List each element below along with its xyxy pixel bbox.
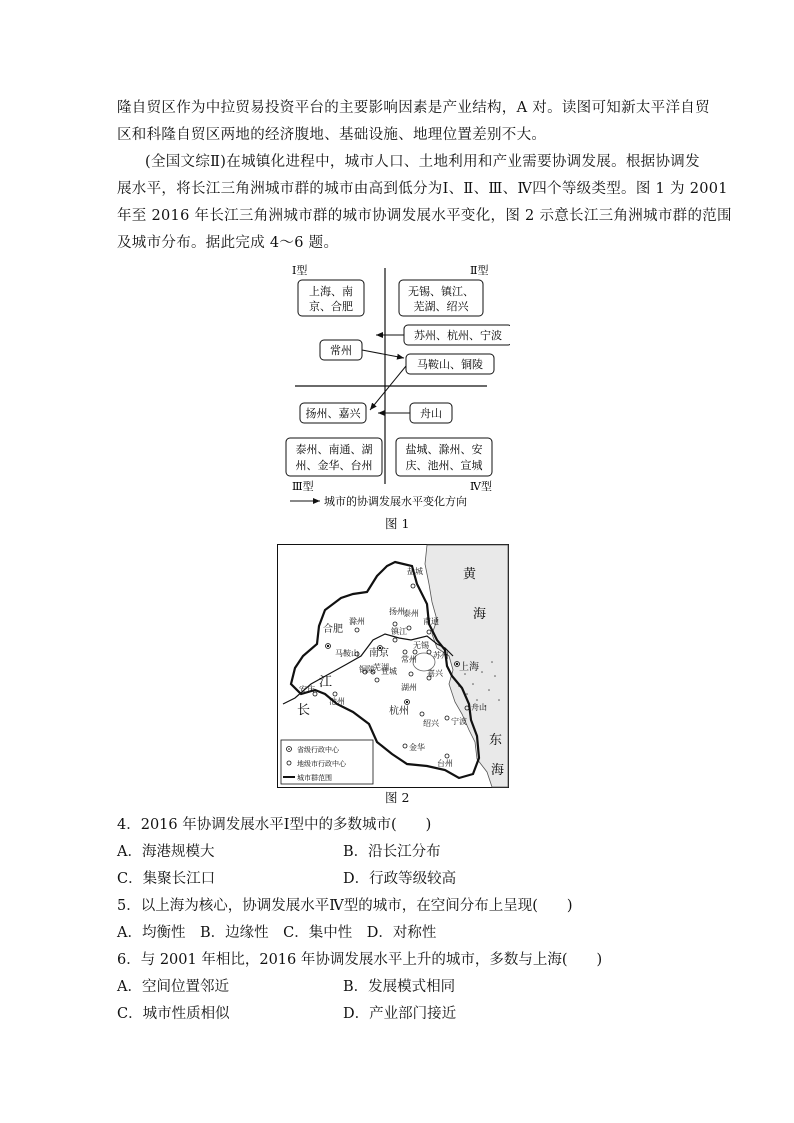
label-hai-2: 海	[491, 763, 505, 778]
city-zhenjiang: 镇江	[391, 627, 407, 636]
city-xuancheng: 宣城	[381, 667, 397, 676]
question-6-option-b: B．发展模式相同	[343, 979, 456, 995]
city-maanshan: 马鞍山	[335, 649, 359, 658]
city-taizhou-js: 泰州	[403, 609, 419, 618]
question-6: 6．与 2001 年相比，2016 年协调发展水平上升的城市，多数与上海( )	[117, 952, 603, 968]
city-nanjing: 南京	[369, 648, 389, 659]
label-hai-1: 海	[473, 607, 487, 622]
city-hangzhou: 杭州	[389, 706, 409, 717]
city-changzhou: 常州	[401, 655, 417, 664]
box-type-i-line2: 京、合肥	[309, 300, 353, 313]
city-anqing: 安庆	[299, 685, 315, 694]
box-type-iv-line2: 庆、池州、宣城	[405, 459, 483, 472]
city-chizhou: 池州	[329, 697, 345, 706]
arrow-maanshan	[370, 366, 406, 410]
map-svg	[277, 544, 509, 788]
type-ii-label: Ⅱ型	[470, 264, 489, 277]
legend-provincial: 省级行政中心	[297, 746, 339, 754]
figure-2-caption: 图 2	[385, 790, 410, 805]
city-jinhua: 金华	[409, 743, 425, 752]
box-type-i-line1: 上海、南	[309, 285, 353, 298]
city-wuxi: 无锡	[413, 641, 429, 650]
box-maanshan-tongling-text: 马鞍山、铜陵	[417, 358, 483, 371]
box-zhoushan-text: 舟山	[420, 407, 442, 420]
question-4-option-c: C．集聚长江口	[117, 871, 216, 887]
type-iv-label: Ⅳ型	[470, 480, 492, 493]
city-yangzhou: 扬州	[389, 607, 405, 616]
question-5: 5．以上海为核心，协调发展水平Ⅳ型的城市，在空间分布上呈现( )	[117, 898, 573, 914]
question-6-option-c: C．城市性质相似	[117, 1006, 230, 1022]
box-type-ii-line1: 无锡、镇江、	[408, 285, 474, 298]
passage-line-2: 区和科隆自贸区两地的经济腹地、基础设施、地理位置差别不大。	[117, 127, 547, 143]
box-yangzhou-jiaxing-text: 扬州、嘉兴	[305, 407, 361, 420]
city-huzhou: 湖州	[401, 683, 417, 692]
legend-text: 城市的协调发展水平变化方向	[324, 495, 467, 508]
legend-prefecture: 地级市行政中心	[297, 760, 346, 768]
city-nantong: 南通	[423, 617, 439, 626]
figure-1-caption: 图 1	[385, 516, 410, 531]
question-4: 4．2016 年协调发展水平Ⅰ型中的多数城市( )	[117, 817, 432, 833]
box-suzhou-hangzhou-ningbo-text: 苏州、杭州、宁波	[414, 329, 502, 342]
question-6-option-d: D．产业部门接近	[343, 1006, 457, 1022]
city-yancheng: 盐城	[407, 567, 423, 576]
question-4-option-d: D．行政等级较高	[343, 871, 457, 887]
question-4-option-b: B．沿长江分布	[343, 844, 441, 860]
question-5-options: A．均衡性 B．边缘性 C．集中性 D．对称性	[117, 925, 437, 941]
passage-line-6: 及城市分布。据此完成 4～6 题。	[117, 235, 339, 251]
box-type-iii-line2: 州、金华、台州	[295, 459, 373, 472]
label-dong: 东	[489, 733, 503, 748]
type-iii-label: Ⅲ型	[292, 480, 314, 493]
passage-line-1: 隆自贸区作为中拉贸易投资平台的主要影响因素是产业结构，A 对。读图可知新太平洋自贸	[117, 100, 710, 116]
city-hefei: 合肥	[323, 624, 343, 635]
box-changzhou-text: 常州	[330, 344, 352, 357]
city-suzhou: 苏州	[433, 651, 449, 660]
box-type-iv-line1: 盐城、滁州、安	[405, 443, 483, 456]
question-6-option-a: A．空间位置邻近	[117, 979, 229, 995]
city-zhoushan: 舟山	[471, 703, 487, 712]
city-chuzhou: 滁州	[349, 617, 365, 626]
box-type-ii-line2: 芜湖、绍兴	[413, 300, 469, 313]
question-4-option-a: A．海港规模大	[117, 844, 215, 860]
passage-line-3: (全国文综Ⅱ)在城镇化进程中，城市人口、土地利用和产业需要协调发展。根据协调发	[145, 154, 700, 170]
city-wuhu: 芜湖	[373, 663, 389, 672]
city-shanghai: 上海	[459, 662, 479, 673]
box-type-iii-line1: 泰州、南通、湖	[295, 443, 373, 456]
label-chang: 长	[297, 703, 311, 718]
city-shaoxing: 绍兴	[423, 719, 439, 728]
figure-1-diagram	[280, 258, 510, 520]
passage-line-5: 年至 2016 年长江三角洲城市群的城市协调发展水平变化，图 2 示意长江三角洲城市群的范围	[117, 208, 732, 224]
passage-line-4: 展水平，将长江三角洲城市群的城市由高到低分为Ⅰ、Ⅱ、Ⅲ、Ⅳ四个等级类型。图 1 为 2001	[117, 181, 728, 197]
figure-2-map	[277, 544, 509, 788]
city-ningbo: 宁波	[451, 717, 467, 726]
city-taizhou-zj: 台州	[437, 759, 453, 768]
figure-1	[280, 258, 510, 520]
type-i-label: Ⅰ型	[292, 264, 308, 277]
label-huang: 黄	[463, 567, 477, 582]
legend-boundary: 城市群范围	[297, 774, 332, 782]
arrow-changzhou	[362, 350, 404, 358]
label-jiang: 江	[319, 675, 333, 690]
city-tongling: 铜陵	[359, 665, 375, 674]
city-jiaxing: 嘉兴	[427, 669, 443, 678]
